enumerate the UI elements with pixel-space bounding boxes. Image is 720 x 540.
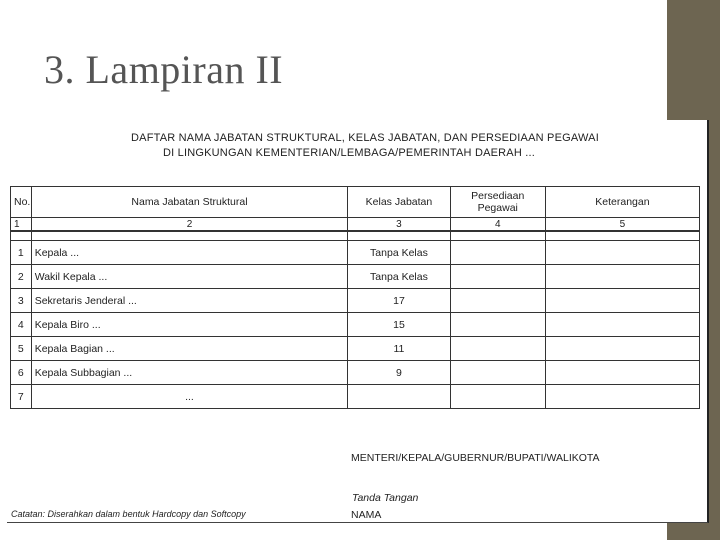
row-kelas: 15 <box>348 313 450 337</box>
row-nama: ... <box>31 385 348 409</box>
row-no: 1 <box>11 241 32 265</box>
row-keterangan <box>545 385 699 409</box>
column-number: 3 <box>348 218 450 232</box>
row-keterangan <box>545 361 699 385</box>
row-persediaan <box>450 337 545 361</box>
header-no: No. <box>11 187 32 218</box>
row-nama: Sekretaris Jenderal ... <box>31 289 348 313</box>
row-keterangan <box>545 313 699 337</box>
row-kelas: 9 <box>348 361 450 385</box>
row-keterangan <box>545 265 699 289</box>
signature-name: NAMA <box>351 509 382 521</box>
row-kelas: 17 <box>348 289 450 313</box>
header-keterangan: Keterangan <box>545 187 699 218</box>
document-note: Catatan: Diserahkan dalam bentuk Hardcopy dan Softcopy <box>11 509 246 519</box>
row-no: 2 <box>11 265 32 289</box>
row-kelas: Tanpa Kelas <box>348 265 450 289</box>
row-no: 5 <box>11 337 32 361</box>
row-persediaan <box>450 361 545 385</box>
table-row <box>11 361 700 385</box>
row-kelas: Tanpa Kelas <box>348 241 450 265</box>
column-number-row <box>11 218 700 232</box>
row-nama: Kepala Subbagian ... <box>31 361 348 385</box>
table-row <box>11 337 700 361</box>
row-persediaan <box>450 241 545 265</box>
row-persediaan <box>450 265 545 289</box>
header-nama: Nama Jabatan Struktural <box>31 187 348 218</box>
table-spacer-row <box>11 231 700 241</box>
document-heading-line2: DI LINGKUNGAN KEMENTERIAN/LEMBAGA/PEMERINTAH DAERAH ... <box>162 147 536 159</box>
row-persediaan <box>450 313 545 337</box>
row-nama: Wakil Kepala ... <box>31 265 348 289</box>
position-table <box>10 186 700 409</box>
header-persediaan: Persediaan Pegawai <box>450 187 545 218</box>
row-nama: Kepala ... <box>31 241 348 265</box>
table-row <box>11 289 700 313</box>
row-keterangan <box>545 241 699 265</box>
row-nama: Kepala Biro ... <box>31 313 348 337</box>
signature-label: Tanda Tangan <box>352 492 419 504</box>
row-keterangan <box>545 337 699 361</box>
column-number: 1 <box>11 218 32 232</box>
header-kelas: Kelas Jabatan <box>348 187 450 218</box>
column-number: 4 <box>450 218 545 232</box>
column-number: 5 <box>545 218 699 232</box>
row-no: 6 <box>11 361 32 385</box>
document-image <box>7 120 709 523</box>
row-no: 4 <box>11 313 32 337</box>
row-no: 7 <box>11 385 32 409</box>
table-row <box>11 241 700 265</box>
document-heading-line1: DAFTAR NAMA JABATAN STRUKTURAL, KELAS JABATAN, DAN PERSEDIAAN PEGAWAI <box>131 132 599 144</box>
row-keterangan <box>545 289 699 313</box>
signature-title: MENTERI/KEPALA/GUBERNUR/BUPATI/WALIKOTA <box>351 452 600 464</box>
table-row <box>11 265 700 289</box>
row-persediaan <box>450 385 545 409</box>
row-kelas: 11 <box>348 337 450 361</box>
table-header-row <box>11 187 700 218</box>
table-row <box>11 313 700 337</box>
column-number: 2 <box>31 218 348 232</box>
table-row <box>11 385 700 409</box>
slide-title: 3. Lampiran II <box>44 47 284 92</box>
row-no: 3 <box>11 289 32 313</box>
row-kelas <box>348 385 450 409</box>
row-persediaan <box>450 289 545 313</box>
row-nama: Kepala Bagian ... <box>31 337 348 361</box>
